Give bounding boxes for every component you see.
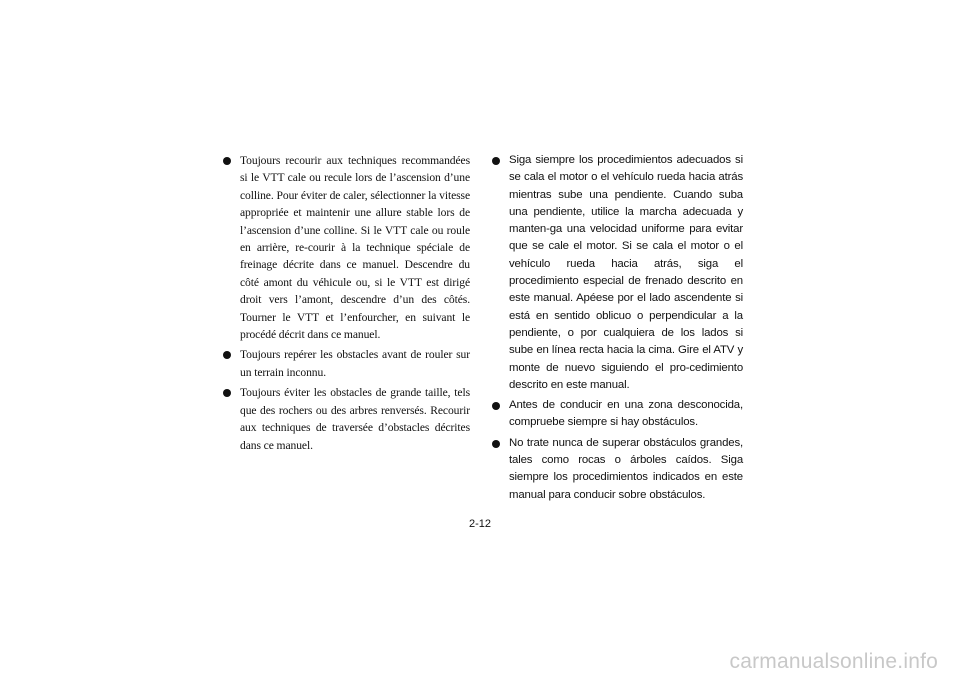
spanish-column <box>491 152 743 507</box>
bullet-dot-icon <box>492 157 500 165</box>
list-item-text: Toujours repérer les obstacles avant de rouler sur un terrain inconnu. <box>240 348 470 379</box>
watermark-link[interactable]: carmanualsonline.info <box>729 650 938 673</box>
bullet-dot-icon <box>492 402 500 410</box>
french-column <box>222 152 470 457</box>
list-item <box>222 384 470 454</box>
list-item <box>491 152 743 394</box>
list-item-text: Antes de conducir en una zona desconocida, compruebe siempre si hay obstáculos. <box>509 399 743 429</box>
list-item-text: Toujours recourir aux techniques recommandées si le VTT cale ou recule lors de l’ascension d’une colline. Pour éviter de caler, sélectionner la vitesse appropriée et maintenir une allure stable lors de l’ascension d’une colline. Si le VTT cale ou roule en arrière, re-courir à la technique spéciale de freinage décrite dans ce manuel. Descendre du côté amont du véhicule ou, si le VTT est dirigé droit vers l’amont, descendre d’un des côtés. Tourner le VTT et l’enfourcher, en suivant le procédé décrit dans ce manuel. <box>240 154 470 342</box>
bullet-dot-icon <box>223 351 231 359</box>
list-item <box>222 346 470 381</box>
french-bullet-list <box>222 152 470 454</box>
list-item <box>222 152 470 343</box>
spanish-bullet-list <box>491 152 743 504</box>
bullet-dot-icon <box>223 389 231 397</box>
list-item-text: Siga siempre los procedimientos adecuados si se cala el motor o el vehículo rueda hacia atrás mientras sube una pendiente. Cuando suba una pendiente, utilice la marcha adecuada y manten-ga una velocidad uniforme para evitar que se cale el motor. Si se cala el motor o el vehículo rueda hacia atrás, siga el procedimiento especial de frenado descrito en este manual. Apéese por el lado ascendente si está en sentido oblicuo o perpendicular a la pendiente, o por cualquiera de los lados si sube en línea recta hacia la cima. Gire el ATV y monte de nuevo siguiendo el pro-cedimiento descrito en este manual. <box>509 154 743 391</box>
list-item <box>491 435 743 504</box>
list-item-text: Toujours éviter les obstacles de grande taille, tels que des rochers ou des arbres renversés. Recourir aux techniques de traversée d’obstacles décrites dans ce manuel. <box>240 386 470 452</box>
bullet-dot-icon <box>223 157 231 165</box>
list-item <box>491 397 743 432</box>
bullet-dot-icon <box>492 440 500 448</box>
page-number: 2-12 <box>468 518 492 530</box>
list-item-text: No trate nunca de superar obstáculos grandes, tales como rocas o árboles caídos. Siga siempre los procedimientos indicados en este manual para conducir sobre obstáculos. <box>509 436 743 501</box>
